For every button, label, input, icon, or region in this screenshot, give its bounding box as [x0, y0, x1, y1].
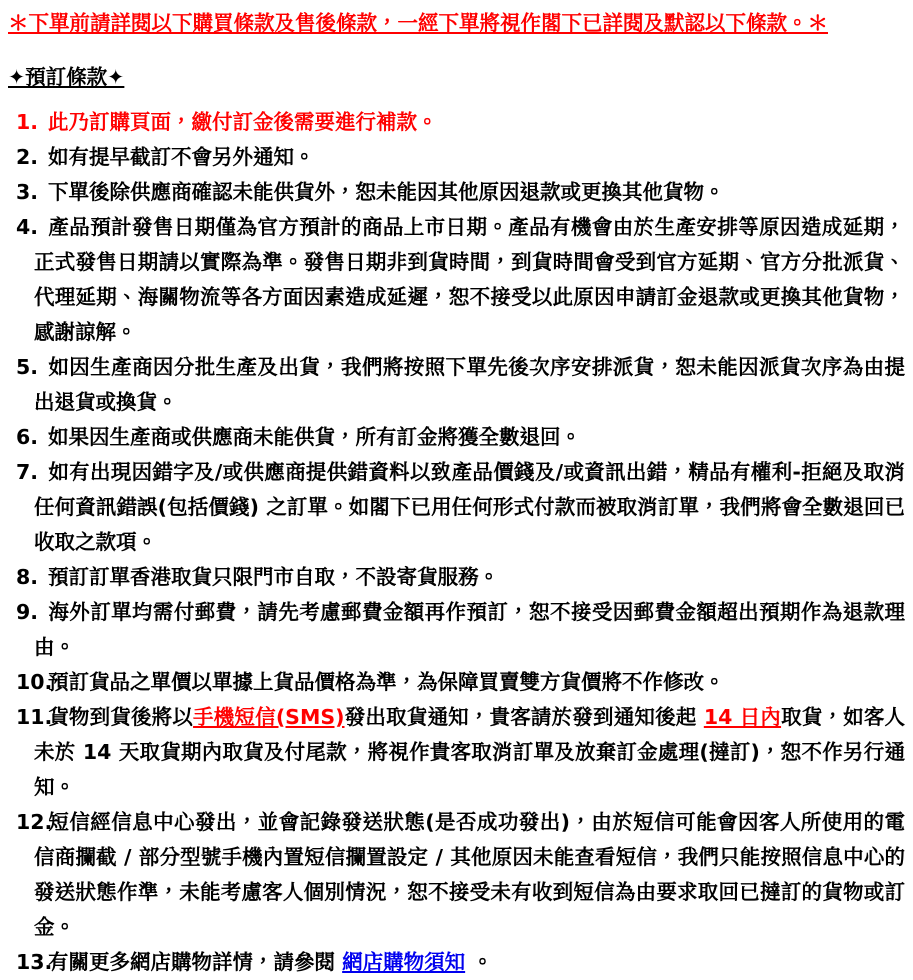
term-item-8	[8, 560, 905, 595]
term-item-4	[8, 210, 905, 350]
purchase-warning-notice: ＊下單前請詳閱以下購買條款及售後條款，一經下單將視作閣下已詳閱及默認以下條款。＊	[8, 11, 828, 35]
term-text: 如果因生產商或供應商未能供貨，所有訂金將獲全數退回。	[48, 425, 581, 449]
shop-guide-link[interactable]: 網店購物須知	[342, 950, 466, 974]
term-item-5	[8, 350, 905, 420]
term-number: 10.	[16, 670, 53, 694]
term-number: 1.	[16, 110, 39, 134]
term-text-segment: 發出取貨通知，貴客請於發到通知後起	[344, 705, 704, 729]
term-text-segment: 。	[465, 950, 493, 974]
term-text-segment: 取貨，如客人未於 14 天取貨期內取貨及付尾款，將視作貴客取消訂單及放棄訂金處理(撻訂)，恕不作另行通知。	[34, 705, 906, 799]
term-item-10	[8, 665, 905, 700]
terms-list	[8, 105, 905, 980]
term-text: 此乃訂購頁面，繳付訂金後需要進行補款。	[48, 110, 438, 134]
term-text	[34, 705, 905, 799]
term-number: 7.	[16, 460, 39, 484]
term-text: 如有出現因錯字及/或供應商提供錯資料以致產品價錢及/或資訊出錯，精品有權利-拒絕及取消任何資訊錯誤(包括價錢) 之訂單。如閣下已用任何形式付款而被取消訂單，我們將會全數退回已收取之款項。	[34, 460, 905, 554]
term-number: 5.	[16, 355, 39, 379]
term-text: 預訂貨品之單價以單據上貨品價格為準，為保障買賣雙方貨價將不作修改。	[48, 670, 725, 694]
term-number: 3.	[16, 180, 39, 204]
term-text: 短信經信息中心發出，並會記錄發送狀態(是否成功發出)，由於短信可能會因客人所使用的電信商攔截 / 部分型號手機內置短信攔置設定 / 其他原因未能查看短信，我們只能按照信息中心的發送狀態作準，未能考慮客人個別情況，恕不接受未有收到短信為由要求取回已撻訂的貨物或訂金。	[34, 810, 905, 939]
pickup-deadline-highlight: 14 日內	[703, 705, 782, 729]
term-item-2	[8, 140, 905, 175]
term-text: 預訂訂單香港取貨只限門市自取，不設寄貨服務。	[48, 565, 499, 589]
term-number: 13.	[16, 950, 53, 974]
term-number: 8.	[16, 565, 39, 589]
term-text: 產品預計發售日期僅為官方預計的商品上市日期。產品有機會由於生產安排等原因造成延期，正式發售日期請以實際為準。發售日期非到貨時間，到貨時間會受到官方延期、官方分批派貨、代理延期、海關物流等各方面因素造成延遲，恕不接受以此原因申請訂金退款或更換其他貨物，感謝諒解。	[34, 215, 905, 344]
sms-notice-highlight: 手機短信(SMS)	[193, 705, 345, 729]
term-number: 2.	[16, 145, 39, 169]
term-number: 6.	[16, 425, 39, 449]
term-item-9	[8, 595, 905, 665]
term-text	[48, 950, 493, 974]
term-item-11	[8, 700, 905, 805]
term-item-12	[8, 805, 905, 945]
term-item-3	[8, 175, 905, 210]
term-text: 如有提早截訂不會另外通知。	[48, 145, 315, 169]
preorder-terms-title: ✦預訂條款✦	[8, 65, 125, 89]
term-text-segment: 貨物到貨後將以	[48, 705, 194, 729]
term-item-6	[8, 420, 905, 455]
term-text: 如因生產商因分批生產及出貨，我們將按照下單先後次序安排派貨，恕未能因派貨次序為由提出退貨或換貨。	[34, 355, 905, 414]
term-text: 海外訂單均需付郵費，請先考慮郵費金額再作預訂，恕不接受因郵費金額超出預期作為退款理由。	[34, 600, 905, 659]
term-item-13	[8, 945, 905, 980]
term-item-1	[8, 105, 905, 140]
term-number: 4.	[16, 215, 39, 239]
term-text: 下單後除供應商確認未能供貨外，恕未能因其他原因退款或更換其他貨物。	[48, 180, 725, 204]
term-text-segment: 有關更多網店購物詳情，請參閱	[48, 950, 343, 974]
term-number: 11.	[16, 705, 53, 729]
term-item-7	[8, 455, 905, 560]
term-number: 9.	[16, 600, 39, 624]
term-number: 12.	[16, 810, 53, 834]
